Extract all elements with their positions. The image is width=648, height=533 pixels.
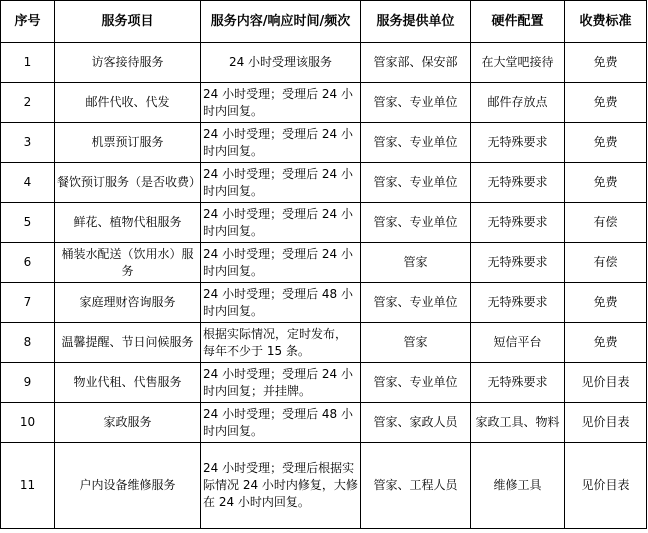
cell-provider: 管家、专业单位 — [361, 283, 471, 323]
cell-fee: 有偿 — [565, 243, 647, 283]
cell-hardware: 无特殊要求 — [471, 283, 565, 323]
cell-fee: 见价目表 — [565, 363, 647, 403]
header-item: 服务项目 — [55, 1, 201, 43]
cell-provider: 管家部、保安部 — [361, 43, 471, 83]
header-content: 服务内容/响应时间/频次 — [201, 1, 361, 43]
cell-no: 4 — [1, 163, 55, 203]
cell-fee: 免费 — [565, 323, 647, 363]
header-hardware: 硬件配置 — [471, 1, 565, 43]
cell-item: 温馨提醒、节日问候服务 — [55, 323, 201, 363]
table-row — [1, 363, 647, 403]
cell-fee: 免费 — [565, 83, 647, 123]
table-header-row — [1, 1, 647, 43]
cell-fee: 见价目表 — [565, 443, 647, 529]
cell-hardware: 无特殊要求 — [471, 123, 565, 163]
cell-fee: 免费 — [565, 43, 647, 83]
cell-fee: 免费 — [565, 163, 647, 203]
cell-provider: 管家、专业单位 — [361, 83, 471, 123]
cell-provider: 管家 — [361, 323, 471, 363]
cell-no: 3 — [1, 123, 55, 163]
table-row — [1, 403, 647, 443]
cell-fee: 有偿 — [565, 203, 647, 243]
cell-content: 根据实际情况，定时发布，每年不少于 15 条。 — [201, 323, 361, 363]
cell-hardware: 在大堂吧接待 — [471, 43, 565, 83]
table-row — [1, 43, 647, 83]
cell-content: 24 小时受理该服务 — [201, 43, 361, 83]
cell-content: 24 小时受理；受理后 48 小时内回复。 — [201, 283, 361, 323]
cell-hardware: 无特殊要求 — [471, 243, 565, 283]
cell-provider: 管家、专业单位 — [361, 363, 471, 403]
table-row — [1, 323, 647, 363]
cell-content: 24 小时受理；受理后 24 小时内回复。 — [201, 163, 361, 203]
table-row — [1, 443, 647, 529]
cell-hardware: 家政工具、物料 — [471, 403, 565, 443]
cell-fee: 免费 — [565, 283, 647, 323]
cell-hardware: 邮件存放点 — [471, 83, 565, 123]
cell-no: 9 — [1, 363, 55, 403]
cell-content: 24 小时受理；受理后 24 小时内回复；并挂牌。 — [201, 363, 361, 403]
cell-content: 24 小时受理；受理后 48 小时内回复。 — [201, 403, 361, 443]
cell-item: 家政服务 — [55, 403, 201, 443]
cell-no: 10 — [1, 403, 55, 443]
cell-provider: 管家 — [361, 243, 471, 283]
cell-hardware: 无特殊要求 — [471, 163, 565, 203]
cell-fee: 见价目表 — [565, 403, 647, 443]
cell-content: 24 小时受理；受理后 24 小时内回复。 — [201, 243, 361, 283]
header-no: 序号 — [1, 1, 55, 43]
cell-no: 2 — [1, 83, 55, 123]
cell-provider: 管家、专业单位 — [361, 203, 471, 243]
cell-fee: 免费 — [565, 123, 647, 163]
cell-provider: 管家、专业单位 — [361, 123, 471, 163]
cell-provider: 管家、工程人员 — [361, 443, 471, 529]
cell-no: 1 — [1, 43, 55, 83]
cell-no: 6 — [1, 243, 55, 283]
cell-hardware: 短信平台 — [471, 323, 565, 363]
cell-provider: 管家、家政人员 — [361, 403, 471, 443]
cell-no: 5 — [1, 203, 55, 243]
table-row — [1, 123, 647, 163]
table-row — [1, 203, 647, 243]
cell-hardware: 无特殊要求 — [471, 363, 565, 403]
table-row — [1, 243, 647, 283]
cell-item: 户内设备维修服务 — [55, 443, 201, 529]
cell-no: 8 — [1, 323, 55, 363]
cell-hardware: 维修工具 — [471, 443, 565, 529]
cell-content: 24 小时受理；受理后根据实际情况 24 小时内修复，大修在 24 小时内回复。 — [201, 443, 361, 529]
cell-content: 24 小时受理；受理后 24 小时内回复。 — [201, 203, 361, 243]
cell-item: 餐饮预订服务（是否收费） — [55, 163, 201, 203]
header-provider: 服务提供单位 — [361, 1, 471, 43]
cell-no: 11 — [1, 443, 55, 529]
cell-item: 桶装水配送（饮用水）服务 — [55, 243, 201, 283]
cell-item: 家庭理财咨询服务 — [55, 283, 201, 323]
table-row — [1, 163, 647, 203]
cell-item: 机票预订服务 — [55, 123, 201, 163]
cell-no: 7 — [1, 283, 55, 323]
table-row — [1, 83, 647, 123]
cell-item: 访客接待服务 — [55, 43, 201, 83]
cell-item: 物业代租、代售服务 — [55, 363, 201, 403]
table-row — [1, 283, 647, 323]
cell-content: 24 小时受理；受理后 24 小时内回复。 — [201, 83, 361, 123]
header-fee: 收费标准 — [565, 1, 647, 43]
cell-content: 24 小时受理；受理后 24 小时内回复。 — [201, 123, 361, 163]
cell-item: 邮件代收、代发 — [55, 83, 201, 123]
cell-item: 鲜花、植物代租服务 — [55, 203, 201, 243]
cell-hardware: 无特殊要求 — [471, 203, 565, 243]
cell-provider: 管家、专业单位 — [361, 163, 471, 203]
